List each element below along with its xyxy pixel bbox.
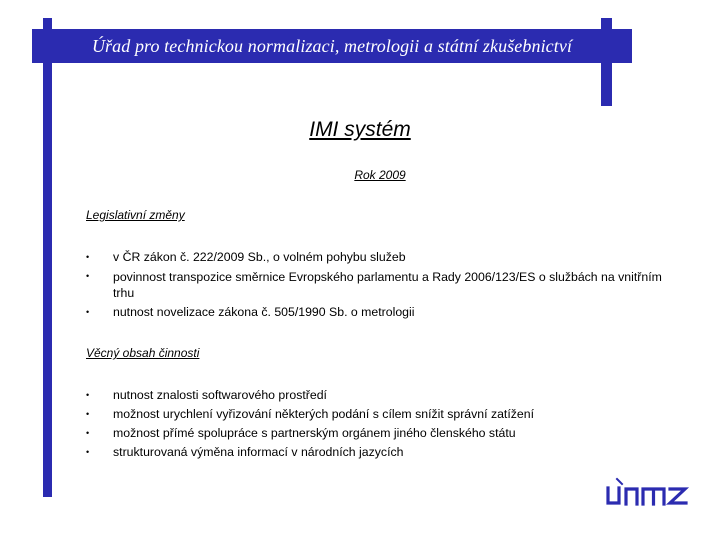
unmz-logo	[604, 476, 690, 510]
bullet-icon: •	[86, 409, 90, 419]
list-item	[86, 405, 686, 424]
list-item	[86, 443, 686, 462]
list-item	[86, 267, 686, 303]
list-item-text: možnost přímé spolupráce s partnerským orgánem jiného členského státu	[113, 426, 516, 440]
legislation-list	[86, 248, 686, 322]
bullet-icon: •	[86, 271, 90, 281]
bullet-icon: •	[86, 447, 90, 457]
section-heading-content: Věcný obsah činnosti	[86, 346, 200, 360]
header-title: Úřad pro technickou normalizaci, metrologii a státní zkušebnictví	[91, 35, 573, 56]
list-item	[86, 424, 686, 443]
left-vertical-bar	[43, 18, 52, 497]
bullet-icon: •	[86, 390, 90, 400]
bullet-icon: •	[86, 307, 90, 317]
header-band	[32, 29, 632, 63]
slide-title: IMI systém	[309, 118, 411, 141]
list-item	[86, 386, 686, 405]
list-item	[86, 303, 686, 322]
list-item-text: v ČR zákon č. 222/2009 Sb., o volném pohybu služeb	[113, 250, 406, 264]
list-item-text: možnost urychlení vyřizování některých podání s cílem snížit správní zatížení	[113, 407, 535, 421]
list-item	[86, 248, 686, 267]
list-item-text: nutnost novelizace zákona č. 505/1990 Sb. o metrologii	[113, 305, 415, 319]
list-item-text: strukturovaná výměna informací v národních jazycích	[113, 445, 404, 459]
bullet-icon: •	[86, 252, 90, 262]
list-item-text: povinnost transpozice směrnice Evropského parlamentu a Rady 2006/123/ES o službách na vnitřním trhu	[113, 270, 662, 300]
list-item-text: nutnost znalosti softwarového prostředí	[113, 388, 327, 402]
section-heading-legislation: Legislativní změny	[86, 208, 185, 222]
slide-subtitle: Rok 2009	[354, 168, 406, 182]
bullet-icon: •	[86, 428, 90, 438]
content-list	[86, 386, 686, 462]
